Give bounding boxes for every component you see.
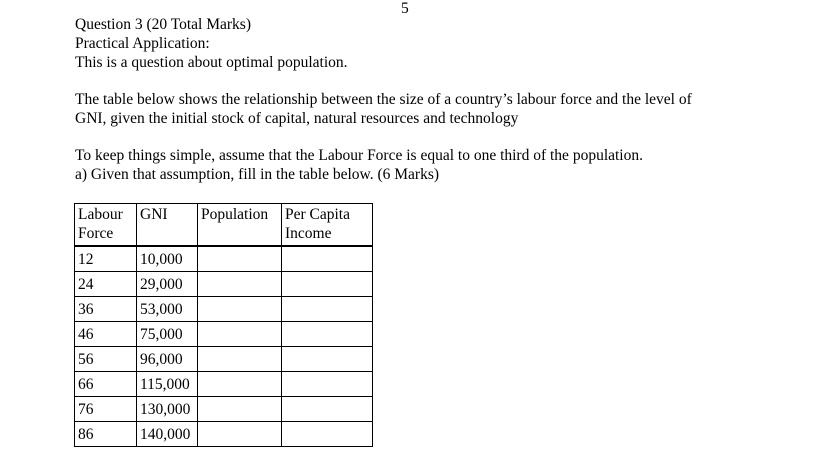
header-labour-force-line-1: Labour [78, 206, 123, 223]
header-population: Population [198, 204, 282, 246]
section-label: Practical Application: [75, 35, 210, 52]
table-row [75, 422, 373, 447]
cell-labour-force: 36 [75, 297, 137, 322]
cell-gni: 115,000 [137, 372, 198, 397]
cell-labour-force: 76 [75, 397, 137, 422]
cell-population[interactable] [198, 272, 282, 297]
intro-paragraph [75, 90, 692, 128]
table-row [75, 372, 373, 397]
header-per-capita-income [282, 204, 373, 246]
instructions-line-1: To keep things simple, assume that the Labour Force is equal to one third of the population. [75, 147, 643, 164]
cell-population[interactable] [198, 322, 282, 347]
table-header-row [75, 204, 373, 246]
cell-labour-force: 12 [75, 247, 137, 272]
header-labour-force-line-2: Force [78, 225, 114, 242]
table-row [75, 397, 373, 422]
cell-population[interactable] [198, 372, 282, 397]
cell-gni: 96,000 [137, 347, 198, 372]
cell-gni: 75,000 [137, 322, 198, 347]
cell-per-capita-income[interactable] [282, 322, 373, 347]
table-row [75, 347, 373, 372]
cell-population[interactable] [198, 422, 282, 447]
question-title: Question 3 (20 Total Marks) [75, 16, 251, 33]
cell-per-capita-income[interactable] [282, 372, 373, 397]
instructions-paragraph [75, 146, 643, 184]
cell-per-capita-income[interactable] [282, 347, 373, 372]
table-row [75, 272, 373, 297]
population-table [74, 203, 373, 447]
table-body [75, 246, 373, 447]
page-number: 5 [401, 0, 409, 17]
header-labour-force [75, 204, 137, 246]
cell-per-capita-income[interactable] [282, 297, 373, 322]
intro-line-1: The table below shows the relationship between the size of a country’s labour force and the level of [75, 91, 692, 108]
cell-per-capita-income[interactable] [282, 397, 373, 422]
cell-labour-force: 66 [75, 372, 137, 397]
question-topic: This is a question about optimal population. [75, 54, 348, 71]
table-row [75, 322, 373, 347]
header-per-capita-income-line-2: Income [285, 225, 332, 242]
table-row [75, 247, 373, 272]
table-row [75, 297, 373, 322]
cell-gni: 10,000 [137, 247, 198, 272]
cell-gni: 29,000 [137, 272, 198, 297]
header-gni: GNI [137, 204, 198, 246]
cell-per-capita-income[interactable] [282, 247, 373, 272]
cell-population[interactable] [198, 347, 282, 372]
cell-labour-force: 46 [75, 322, 137, 347]
question-header [75, 15, 348, 72]
cell-population[interactable] [198, 297, 282, 322]
cell-labour-force: 86 [75, 422, 137, 447]
cell-per-capita-income[interactable] [282, 272, 373, 297]
cell-gni: 53,000 [137, 297, 198, 322]
cell-population[interactable] [198, 247, 282, 272]
cell-gni: 140,000 [137, 422, 198, 447]
cell-labour-force: 56 [75, 347, 137, 372]
cell-per-capita-income[interactable] [282, 422, 373, 447]
cell-labour-force: 24 [75, 272, 137, 297]
cell-gni: 130,000 [137, 397, 198, 422]
instructions-line-2: a) Given that assumption, fill in the table below. (6 Marks) [75, 166, 440, 183]
cell-population[interactable] [198, 397, 282, 422]
header-per-capita-income-line-1: Per Capita [285, 206, 350, 223]
intro-line-2: GNI, given the initial stock of capital, natural resources and technology [75, 110, 519, 127]
